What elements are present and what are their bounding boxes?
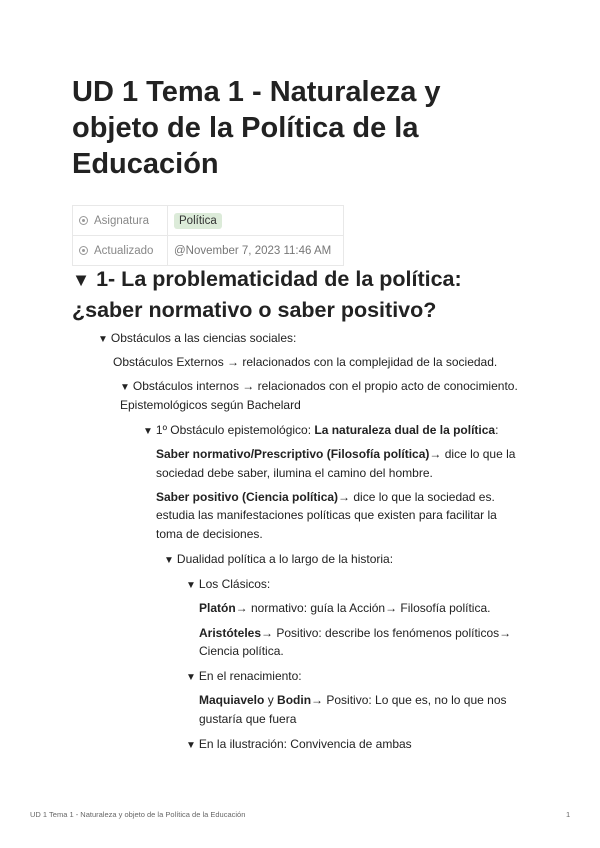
toggle-dualidad[interactable] <box>164 550 393 570</box>
bold-text: Saber positivo (Ciencia política) <box>156 490 339 504</box>
property-row-asignatura <box>73 206 344 236</box>
toggle-triangle-icon[interactable]: ▼ <box>72 269 91 290</box>
bold-text: Aristóteles <box>199 626 262 640</box>
text: → dice lo que la sociedad es. <box>338 490 495 504</box>
bold-text: La naturaleza dual de la política <box>314 423 496 437</box>
bold-text: Saber normativo/Prescriptivo (Filosofía política) <box>156 447 430 461</box>
toggle-renacimiento[interactable] <box>186 667 302 687</box>
property-value <box>168 236 344 266</box>
paragraph-continuation: sociedad debe saber, ilumina el camino del hombre. <box>156 466 433 480</box>
text: y <box>264 693 278 707</box>
title-line: Educación <box>72 148 219 180</box>
toggle-text: En el renacimiento: <box>198 669 302 683</box>
toggle-text: 1º Obstáculo epistemológico: <box>155 423 315 437</box>
footer-title: UD 1 Tema 1 - Naturaleza y objeto de la Política de la Educación <box>30 810 246 819</box>
page-title <box>72 74 532 182</box>
paragraph-continuation: toma de decisiones. <box>156 527 263 541</box>
property-key <box>73 206 168 236</box>
toggle-triangle-icon[interactable]: ▼ <box>143 426 153 437</box>
toggle-text: Obstáculos internos → relacionados con el propio acto de conocimiento. <box>132 379 518 393</box>
toggle-text: Dualidad política a lo largo de la historia: <box>176 552 394 566</box>
heading-line: ¿saber normativo o saber positivo? <box>72 298 437 322</box>
toggle-triangle-icon[interactable]: ▼ <box>120 382 130 393</box>
paragraph <box>156 445 515 463</box>
subject-tag[interactable]: Política <box>174 213 222 229</box>
updated-date: @November 7, 2023 11:46 AM <box>174 244 332 257</box>
toggle-primer-obstaculo[interactable] <box>143 421 498 441</box>
page-number: 1 <box>566 810 571 819</box>
paragraph <box>199 599 490 617</box>
clock-icon <box>79 246 88 255</box>
title-line: objeto de la Política de la <box>72 112 419 144</box>
text: → Positivo: describe los fenómenos políticos→ <box>261 626 512 640</box>
toggle-triangle-icon[interactable]: ▼ <box>186 580 196 591</box>
paragraph-continuation: estudia las manifestaciones políticas que existen para facilitar la <box>156 508 497 522</box>
toggle-text: En la ilustración: Convivencia de ambas <box>198 737 412 751</box>
properties-table <box>72 205 344 266</box>
toggle-triangle-icon[interactable]: ▼ <box>164 555 174 566</box>
toggle-triangle-icon[interactable]: ▼ <box>186 672 196 683</box>
property-label: Asignatura <box>94 214 149 227</box>
text: → normativo: guía la Acción→ Filosofía política. <box>235 601 491 615</box>
paragraph-continuation: gustaría que fuera <box>199 712 297 726</box>
toggle-text: Obstáculos a las ciencias sociales: <box>110 331 297 345</box>
heading-line: 1- La problematicidad de la política: <box>96 267 462 291</box>
toggle-text: : <box>495 423 499 437</box>
toggle-ilustracion[interactable] <box>186 735 412 755</box>
toggle-obstaculos-internos[interactable] <box>120 377 518 397</box>
toggle-triangle-icon[interactable]: ▼ <box>98 334 108 345</box>
property-value <box>168 206 344 236</box>
bold-text: Maquiavelo <box>199 693 265 707</box>
paragraph <box>199 624 511 642</box>
toggle-text-continuation: Epistemológicos según Bachelard <box>120 398 301 412</box>
text: → Positivo: Lo que es, no lo que nos <box>311 693 507 707</box>
property-key <box>73 236 168 266</box>
bold-text: Bodin <box>277 693 312 707</box>
property-label: Actualizado <box>94 244 154 257</box>
toggle-heading[interactable] <box>72 264 542 326</box>
title-line: UD 1 Tema 1 - Naturaleza y <box>72 76 441 108</box>
paragraph-continuation: Ciencia política. <box>199 644 284 658</box>
property-row-actualizado <box>73 236 344 266</box>
bold-text: Platón <box>199 601 236 615</box>
paragraph: Obstáculos Externos → relacionados con la complejidad de la sociedad. <box>113 355 498 369</box>
paragraph <box>199 691 507 709</box>
toggle-obstaculos-sociales[interactable] <box>98 329 296 349</box>
toggle-text: Los Clásicos: <box>198 577 271 591</box>
text: → dice lo que la <box>429 447 516 461</box>
paragraph <box>156 488 495 506</box>
select-property-icon <box>79 216 88 225</box>
toggle-clasicos[interactable] <box>186 575 270 595</box>
toggle-triangle-icon[interactable]: ▼ <box>186 740 196 751</box>
